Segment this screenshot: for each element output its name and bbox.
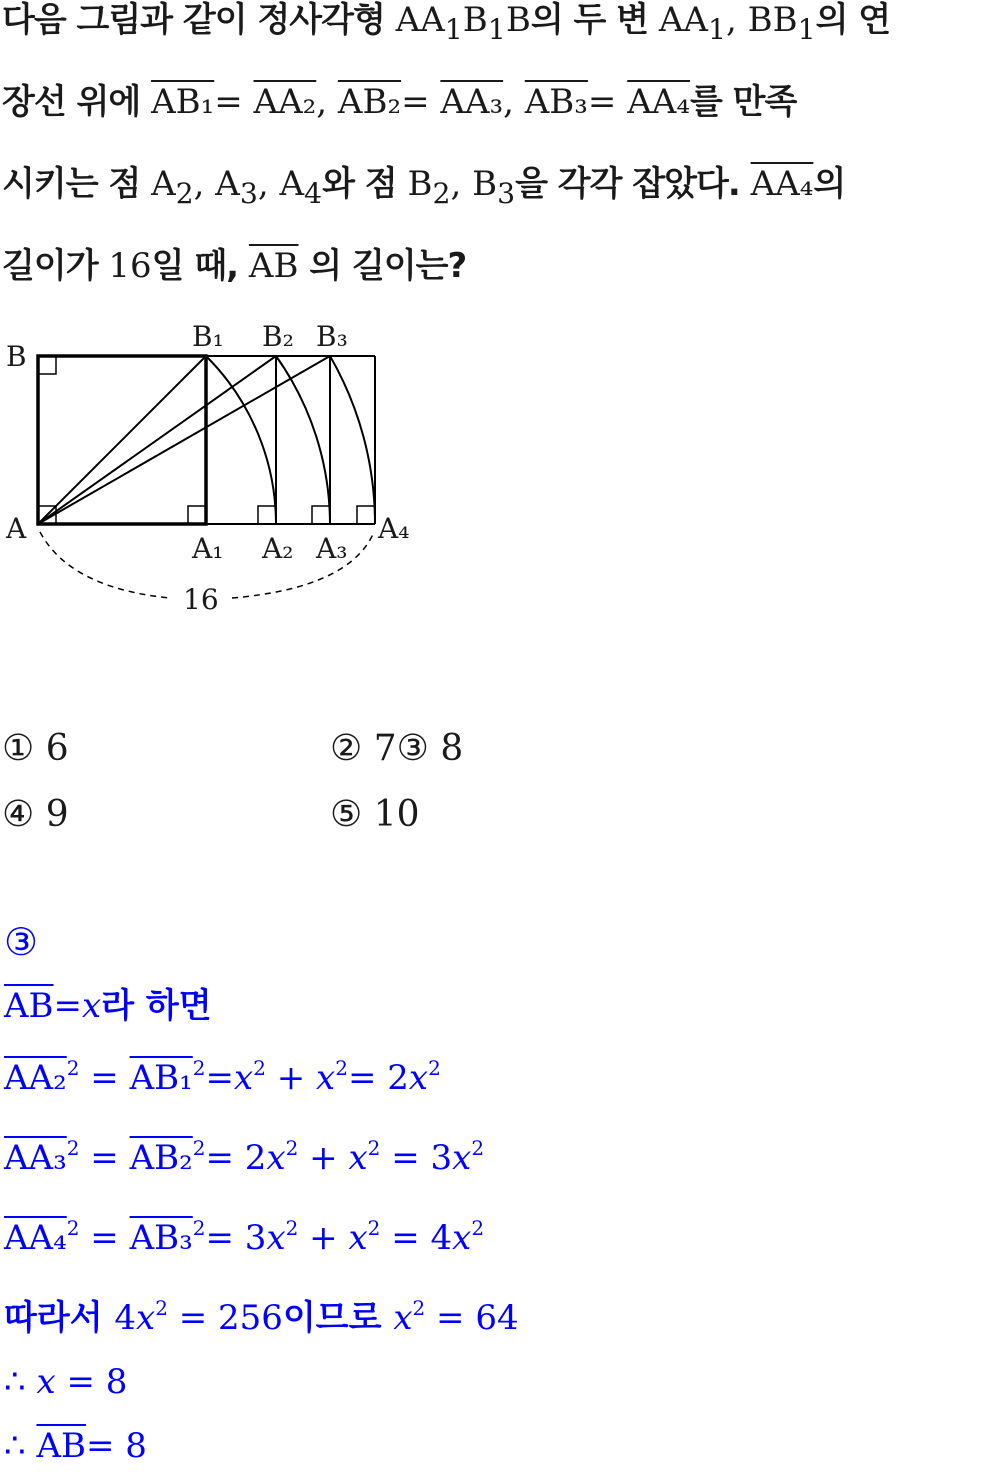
solution-answer bbox=[4, 918, 519, 982]
text-segment: ∴ bbox=[4, 1362, 37, 1402]
text-segment: = 3 bbox=[380, 1138, 453, 1178]
text-segment: x bbox=[316, 1058, 336, 1098]
text-segment: 1 bbox=[797, 12, 816, 46]
arc-b3-a4 bbox=[330, 356, 375, 524]
choice-row-1 bbox=[2, 728, 902, 794]
arc-b2-a3 bbox=[276, 356, 330, 524]
text-segment: 2 bbox=[192, 1136, 206, 1160]
text-segment: = bbox=[53, 986, 83, 1026]
text-segment: AB₂ bbox=[129, 1138, 193, 1178]
text-segment: AA₄ bbox=[627, 82, 690, 122]
text-segment: = 2 bbox=[347, 1058, 409, 1098]
text-segment: 를 만족 bbox=[689, 82, 797, 122]
solution-line-7 bbox=[4, 1422, 519, 1482]
text-segment: AA₃ bbox=[4, 1138, 67, 1178]
text-segment: + bbox=[298, 1138, 349, 1178]
label-a3: A₃ bbox=[316, 532, 348, 565]
text-segment: AA₄ bbox=[4, 1218, 67, 1258]
diagonal-ab3 bbox=[38, 356, 330, 524]
choice-5-number: ⑤ bbox=[330, 794, 363, 835]
text-segment: 을 각각 잡았다. bbox=[515, 164, 751, 204]
text-segment: AB₁ bbox=[129, 1058, 193, 1098]
text-segment: 일 때, bbox=[151, 246, 249, 286]
text-segment: 길이가 bbox=[2, 246, 109, 286]
choice-1-value: 6 bbox=[45, 728, 69, 769]
text-segment: B bbox=[505, 0, 531, 40]
solution-line-5 bbox=[4, 1294, 519, 1358]
text-segment: AB₃ bbox=[129, 1218, 193, 1258]
text-segment: 의 두 변 bbox=[530, 0, 659, 40]
answer-choices bbox=[2, 728, 902, 860]
text-segment: AA₂ bbox=[253, 82, 317, 122]
text-segment: 따라서 bbox=[4, 1298, 115, 1338]
text-segment: $\overline{AB}$ bbox=[4, 986, 54, 1026]
right-angle-mark-a1 bbox=[188, 506, 206, 524]
problem-line-3 bbox=[2, 164, 992, 246]
text-segment: 2 bbox=[285, 1136, 299, 1160]
text-segment: AB₁ bbox=[151, 82, 215, 122]
text-segment: = 8 bbox=[86, 1426, 147, 1466]
text-segment: x bbox=[136, 1298, 156, 1338]
label-b: B bbox=[6, 340, 27, 373]
text-segment: , B bbox=[450, 164, 498, 204]
text-segment: = 3 bbox=[205, 1218, 267, 1258]
solution bbox=[4, 918, 519, 1482]
text-segment: x bbox=[266, 1218, 286, 1258]
text-segment: , bbox=[503, 82, 525, 122]
text-segment: + bbox=[298, 1218, 349, 1258]
choice-4-value: 9 bbox=[45, 794, 69, 835]
text-segment: 와 점 bbox=[322, 164, 408, 204]
choice-4[interactable] bbox=[2, 794, 69, 835]
text-segment: , bbox=[316, 82, 338, 122]
text-segment: 2 bbox=[66, 1136, 80, 1160]
choice-4-number: ④ bbox=[2, 794, 35, 835]
text-segment: x bbox=[348, 1218, 368, 1258]
text-segment: AA bbox=[658, 0, 708, 40]
text-segment: = 8 bbox=[55, 1362, 128, 1402]
text-segment: , BB bbox=[726, 0, 798, 40]
text-segment: 4 bbox=[114, 1298, 137, 1338]
text-segment: 2 bbox=[175, 176, 194, 210]
text-segment: 시키는 점 bbox=[2, 164, 152, 204]
label-b3: B₃ bbox=[316, 320, 348, 353]
solution-line-2 bbox=[4, 1054, 519, 1134]
text-segment: 2 bbox=[432, 176, 451, 210]
text-segment: = bbox=[205, 1058, 234, 1098]
text-segment: x bbox=[452, 1218, 472, 1258]
text-segment: AB₃ bbox=[524, 82, 588, 122]
text-segment: 2 bbox=[428, 1056, 441, 1080]
text-segment: AA bbox=[395, 0, 445, 40]
problem-statement bbox=[2, 0, 992, 328]
text-segment: 1 bbox=[487, 12, 506, 46]
choice-5[interactable] bbox=[330, 794, 420, 835]
text-segment: 4 bbox=[304, 176, 323, 210]
choice-2-number: ② bbox=[330, 728, 363, 769]
text-segment: $\overline{AB}$ bbox=[36, 1426, 86, 1466]
text-segment: 2 bbox=[285, 1216, 299, 1240]
length-brace-left bbox=[40, 532, 170, 598]
text-segment: 3 bbox=[497, 176, 516, 210]
length-brace-right bbox=[232, 532, 374, 598]
label-length-16: 16 bbox=[183, 583, 219, 616]
solution-line-6 bbox=[4, 1358, 519, 1422]
text-segment: A bbox=[151, 164, 176, 204]
choice-2-value: 7③ 8 bbox=[373, 728, 464, 769]
problem-line-1 bbox=[2, 0, 992, 82]
text-segment: x bbox=[266, 1138, 286, 1178]
text-segment: B bbox=[407, 164, 433, 204]
text-segment: x bbox=[348, 1138, 368, 1178]
solution-line-3 bbox=[4, 1134, 519, 1214]
text-segment: AB₂ bbox=[337, 82, 402, 122]
text-segment: 2 bbox=[253, 1056, 266, 1080]
text-segment: = bbox=[79, 1138, 130, 1178]
text-segment: x bbox=[408, 1058, 429, 1098]
text-segment: , A bbox=[257, 164, 305, 204]
label-b2: B₂ bbox=[262, 320, 294, 353]
text-segment: 2 bbox=[66, 1056, 80, 1080]
text-segment: = bbox=[214, 82, 254, 122]
text-segment: B bbox=[462, 0, 488, 40]
label-a: A bbox=[6, 512, 27, 545]
text-segment: 3 bbox=[239, 176, 258, 210]
text-segment: 의 연 bbox=[815, 0, 891, 40]
text-segment: 장선 위에 bbox=[2, 82, 152, 122]
text-segment: = 4 bbox=[380, 1218, 453, 1258]
problem-line-2 bbox=[2, 82, 992, 164]
text-segment: 라 하면 bbox=[101, 986, 212, 1026]
text-segment: 1 bbox=[444, 12, 463, 46]
choice-1[interactable] bbox=[2, 728, 69, 769]
text-segment: x bbox=[393, 1298, 413, 1338]
text-segment: AA₂ bbox=[4, 1058, 67, 1098]
choice-row-2 bbox=[2, 794, 902, 860]
text-segment: 2 bbox=[471, 1136, 485, 1160]
label-a1: A₁ bbox=[192, 532, 224, 565]
problem-line-4 bbox=[2, 246, 992, 328]
text-segment: 2 bbox=[192, 1216, 206, 1240]
text-segment: = 256 bbox=[167, 1298, 283, 1338]
solution-answer-mark: ③ bbox=[4, 920, 39, 964]
choice-1-number: ① bbox=[2, 728, 35, 769]
text-segment: x bbox=[452, 1138, 472, 1178]
choice-5-value: 10 bbox=[373, 794, 420, 835]
text-segment: x bbox=[234, 1058, 254, 1098]
text-segment: 이므로 bbox=[282, 1298, 394, 1338]
text-segment: = bbox=[79, 1218, 130, 1258]
solution-line-1 bbox=[4, 982, 519, 1054]
text-segment: AA₃ bbox=[440, 82, 504, 122]
label-b1: B₁ bbox=[192, 320, 224, 353]
text-segment: 2 bbox=[155, 1296, 168, 1320]
diagonal-ab2 bbox=[38, 356, 276, 524]
text-segment: = bbox=[401, 82, 441, 122]
geometry-figure bbox=[0, 318, 430, 618]
text-segment: 다음 그림과 같이 정사각형 bbox=[2, 0, 396, 40]
solution-line-4 bbox=[4, 1214, 519, 1294]
text-segment: = 2 bbox=[205, 1138, 267, 1178]
text-segment: $\overline{AB}$ bbox=[248, 246, 299, 286]
right-angle-mark-b bbox=[38, 356, 56, 374]
label-a4: A₄ bbox=[378, 512, 410, 545]
text-segment: = bbox=[79, 1058, 130, 1098]
text-segment: , A bbox=[193, 164, 240, 204]
text-segment: 2 bbox=[192, 1056, 206, 1080]
text-segment: 2 bbox=[367, 1136, 381, 1160]
right-angle-mark-a2 bbox=[258, 506, 276, 524]
text-segment: 2 bbox=[367, 1216, 381, 1240]
text-segment: 1 bbox=[707, 12, 726, 46]
right-angle-mark-a4 bbox=[357, 506, 375, 524]
text-segment: = 64 bbox=[425, 1298, 519, 1338]
text-segment: = bbox=[587, 82, 628, 122]
text-segment: 2 bbox=[66, 1216, 80, 1240]
choice-2[interactable] bbox=[330, 728, 463, 769]
text-segment: + bbox=[265, 1058, 317, 1098]
right-angle-mark-a3 bbox=[312, 506, 330, 524]
text-segment: x bbox=[82, 986, 102, 1026]
text-segment: 2 bbox=[335, 1056, 348, 1080]
text-segment: ∴ bbox=[4, 1426, 37, 1466]
label-a2: A₂ bbox=[262, 532, 294, 565]
text-segment: AA₄ bbox=[750, 164, 814, 204]
diagonal-ab1 bbox=[38, 356, 206, 524]
text-segment: x bbox=[36, 1362, 56, 1402]
text-segment: 2 bbox=[412, 1296, 426, 1320]
text-segment: 의 bbox=[813, 164, 846, 204]
text-segment: 2 bbox=[471, 1216, 485, 1240]
text-segment: 16 bbox=[108, 246, 152, 286]
text-segment: 의 길이는? bbox=[298, 246, 467, 286]
